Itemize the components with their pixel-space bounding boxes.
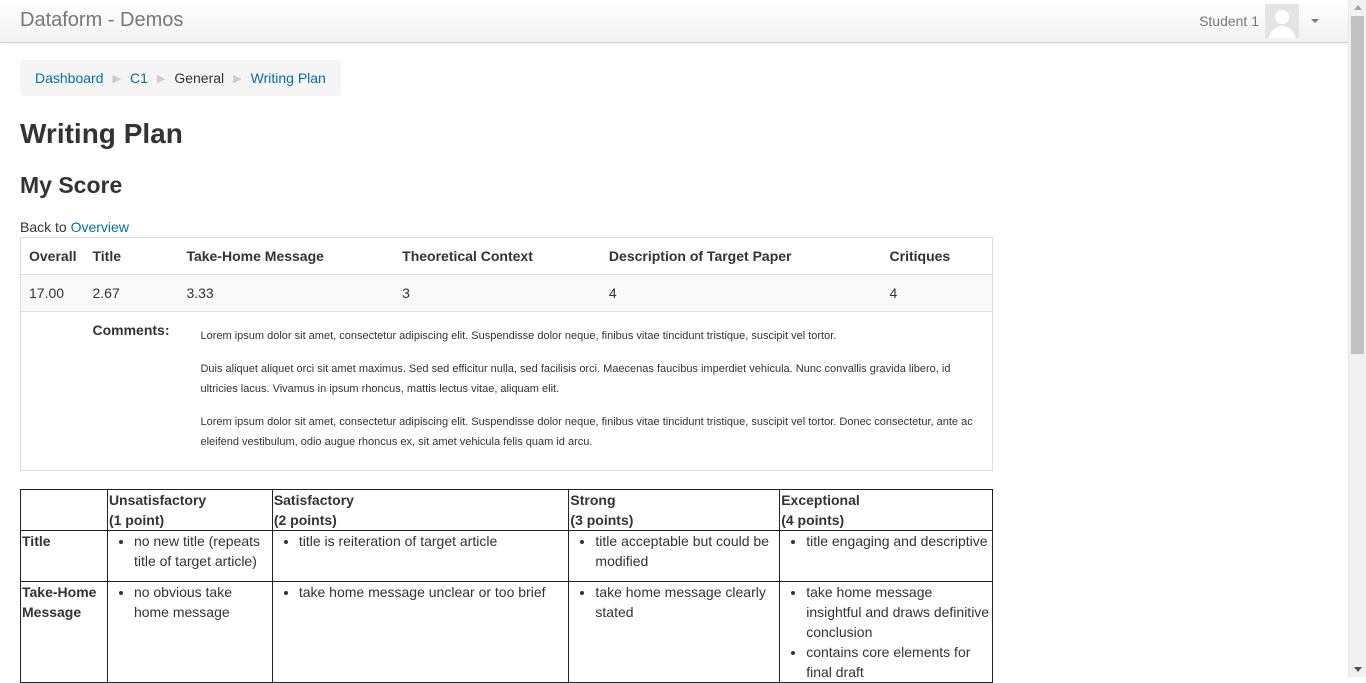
- rubric-criterion: Title: [21, 531, 108, 582]
- breadcrumb-general: General: [174, 70, 225, 86]
- value-title: 2.67: [84, 275, 178, 312]
- score-header-row: [21, 238, 993, 275]
- list-item: • title is reiteration of target article: [299, 531, 568, 551]
- section-title: My Score: [20, 172, 123, 198]
- score-values-row: [21, 275, 993, 312]
- breadcrumb-c1[interactable]: C1: [129, 70, 148, 86]
- scroll-down-arrow-icon[interactable]: [1354, 667, 1362, 672]
- comment-paragraph: Lorem ipsum dolor sit amet, consectetur adipiscing elit. Suspendisse dolor neque, finibus vitae tincidunt tristique, suscipit vel tortor. Donec consectetur, ante ac eleifend vestibulum, odio augue rhoncus ex, sit amet vehicula felis quam id arcu.: [200, 416, 973, 448]
- value-theoretical-context: 3: [394, 275, 601, 312]
- rubric-row-take-home: [21, 582, 993, 683]
- back-prefix: Back to: [20, 219, 67, 235]
- breadcrumb-separator-icon: ▶: [112, 72, 121, 85]
- header-theoretical-context: Theoretical Context: [394, 238, 601, 275]
- comments-body: [178, 312, 992, 471]
- score-table: [20, 237, 993, 471]
- rubric-table: [20, 489, 993, 683]
- rubric-header-row: [21, 490, 993, 531]
- value-take-home: 3.33: [178, 275, 394, 312]
- avatar[interactable]: [1265, 4, 1299, 38]
- list-item: • take home message insightful and draws definitive conclusion: [806, 582, 991, 642]
- header-title: Title: [84, 238, 178, 275]
- scroll-up-arrow-icon[interactable]: [1354, 5, 1362, 10]
- rubric-level-header: Exceptional (4 points): [780, 490, 993, 531]
- comments-label: Comments:: [92, 322, 170, 338]
- list-item: • no obvious take home message: [134, 582, 271, 622]
- list-item: • take home message clearly stated: [595, 582, 778, 622]
- rubric-level-header: Strong (3 points): [569, 490, 780, 531]
- list-item: • title engaging and descriptive: [806, 531, 991, 551]
- rubric-criterion: Take-Home Message: [21, 582, 108, 683]
- breadcrumb-separator-icon: ▶: [233, 72, 242, 85]
- chevron-down-icon[interactable]: [1311, 19, 1319, 23]
- list-item: • no new title (repeats title of target article): [134, 531, 271, 571]
- comment-paragraph: Lorem ipsum dolor sit amet, consectetur adipiscing elit. Suspendisse dolor neque, finibus vitae tincidunt tristique, suscipit vel tortor.: [200, 330, 837, 342]
- site-brand[interactable]: Dataform - Demos: [20, 9, 184, 31]
- breadcrumb-separator-icon: ▶: [156, 72, 166, 85]
- user-menu[interactable]: [1199, 3, 1319, 39]
- header-take-home: Take-Home Message: [178, 238, 394, 275]
- header-overall: Overall: [21, 238, 85, 275]
- list-item: • title acceptable but could be modified: [595, 531, 778, 571]
- page-title: Writing Plan: [20, 118, 183, 149]
- list-item: • contains core elements for final draft: [806, 642, 991, 682]
- navbar: [0, 0, 1349, 43]
- comments-row: [21, 312, 993, 471]
- back-line: [20, 219, 129, 235]
- rubric-level-header: Satisfactory (2 points): [272, 490, 569, 531]
- rubric-level-header: Unsatisfactory (1 point): [107, 490, 272, 531]
- value-overall: 17.00: [21, 275, 85, 312]
- value-critiques: 4: [882, 275, 993, 312]
- vertical-scrollbar[interactable]: [1348, 0, 1366, 677]
- overview-link[interactable]: Overview: [70, 219, 129, 235]
- user-name[interactable]: Student 1: [1199, 13, 1259, 29]
- breadcrumb-writing-plan[interactable]: Writing Plan: [250, 70, 326, 86]
- list-item: • take home message unclear or too brief: [299, 582, 568, 602]
- header-target-paper: Description of Target Paper: [601, 238, 882, 275]
- rubric-row-title: [21, 531, 993, 582]
- breadcrumb: [20, 60, 341, 96]
- header-critiques: Critiques: [882, 238, 993, 275]
- value-target-paper: 4: [601, 275, 882, 312]
- comment-paragraph: Duis aliquet aliquet orci sit amet maximus. Sed sed efficitur nulla, sed facilisis orci. Maecenas faucibus imperdiet vehicula. Nunc convallis gravida libero, id ultricies lacus. Vivamus in ipsum rhoncus, mattis lectus vitae, aliquam elit.: [200, 363, 951, 395]
- scroll-thumb[interactable]: [1351, 16, 1364, 354]
- breadcrumb-dashboard[interactable]: Dashboard: [35, 70, 104, 86]
